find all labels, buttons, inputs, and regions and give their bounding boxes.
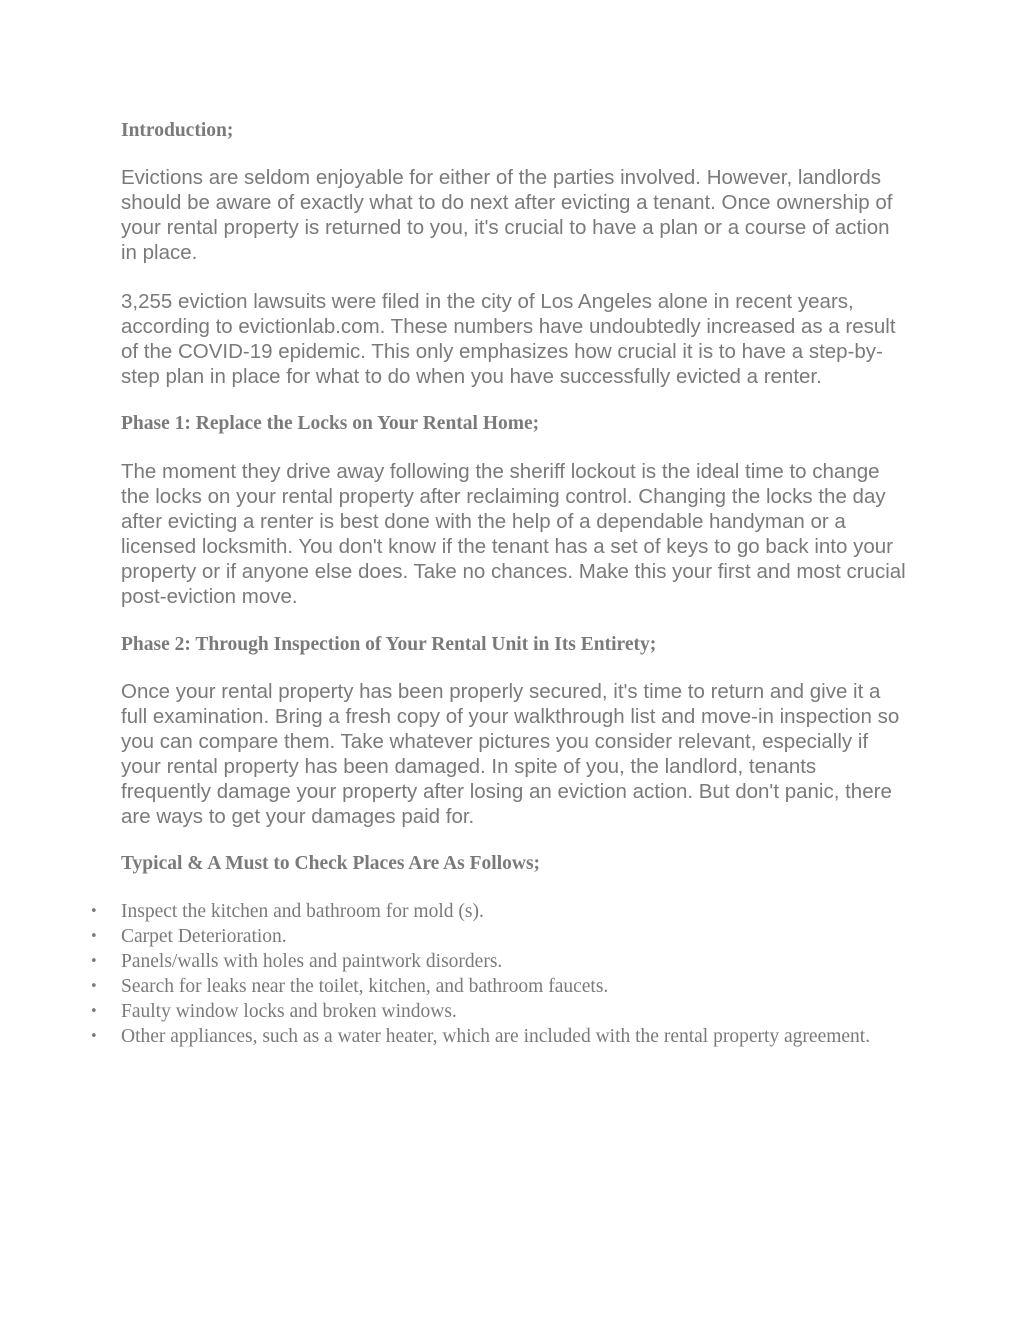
list-item — [90, 899, 911, 924]
list-item-text: Faulty window locks and broken windows. — [121, 1001, 457, 1022]
list-item — [90, 1024, 911, 1049]
intro-heading: Introduction; — [121, 120, 234, 141]
list-item — [90, 924, 911, 949]
phase1-paragraph: The moment they drive away following the sheriff lockout is the ideal time to change the locks on your rental property after reclaiming control. Changing the locks the day after evicting a renter is best done with the help of a dependable handyman or a licensed locksmith. You don't know if the tenant has a set of keys to go back into your property or if anyone else does. Take no chances. Make this your first and most crucial post-eviction move. — [121, 460, 906, 608]
bullet-icon: • — [90, 1029, 98, 1044]
bullet-icon: • — [90, 954, 98, 969]
bullet-icon: • — [90, 929, 98, 944]
bullet-icon: • — [90, 1004, 98, 1019]
list-item-text: Panels/walls with holes and paintwork disorders. — [121, 951, 503, 972]
list-item — [90, 999, 911, 1024]
checks-list — [90, 899, 911, 1049]
checks-heading: Typical & A Must to Check Places Are As Follows; — [121, 853, 541, 874]
list-item-text: Search for leaks near the toilet, kitchen, and bathroom faucets. — [121, 976, 609, 997]
intro-paragraph-2: 3,255 eviction lawsuits were filed in the city of Los Angeles alone in recent years, according to evictionlab.com. These numbers have undoubtedly increased as a result of the COVID-19 epidemic. This only emphasizes how crucial it is to have a step-by-step plan in place for what to do when you have successfully evicted a renter. — [121, 290, 896, 388]
list-item — [90, 974, 911, 999]
list-item-text: Inspect the kitchen and bathroom for mold (s). — [121, 901, 484, 922]
list-item — [90, 949, 911, 974]
phase2-paragraph: Once your rental property has been properly secured, it's time to return and give it a full examination. Bring a fresh copy of your walkthrough list and move-in inspection so you can compare them. Take whatever pictures you consider relevant, especially if your rental property has been damaged. In spite of you, the landlord, tenants frequently damage your property after losing an eviction action. But don't panic, there are ways to get your damages paid for. — [121, 680, 900, 828]
intro-paragraph-1: Evictions are seldom enjoyable for either of the parties involved. However, landlords should be aware of exactly what to do next after evicting a tenant. Once ownership of your rental property is returned to you, it's crucial to have a plan or a course of action in place. — [121, 166, 893, 264]
bullet-icon: • — [90, 979, 98, 994]
bullet-icon: • — [90, 904, 98, 919]
list-item-text: Other appliances, such as a water heater, which are included with the rental property agreement. — [121, 1026, 871, 1047]
document-body — [90, 118, 911, 1049]
phase1-heading: Phase 1: Replace the Locks on Your Rental Home; — [121, 413, 540, 434]
list-item-text: Carpet Deterioration. — [121, 926, 287, 947]
phase2-heading: Phase 2: Through Inspection of Your Rental Unit in Its Entirety; — [121, 634, 657, 655]
